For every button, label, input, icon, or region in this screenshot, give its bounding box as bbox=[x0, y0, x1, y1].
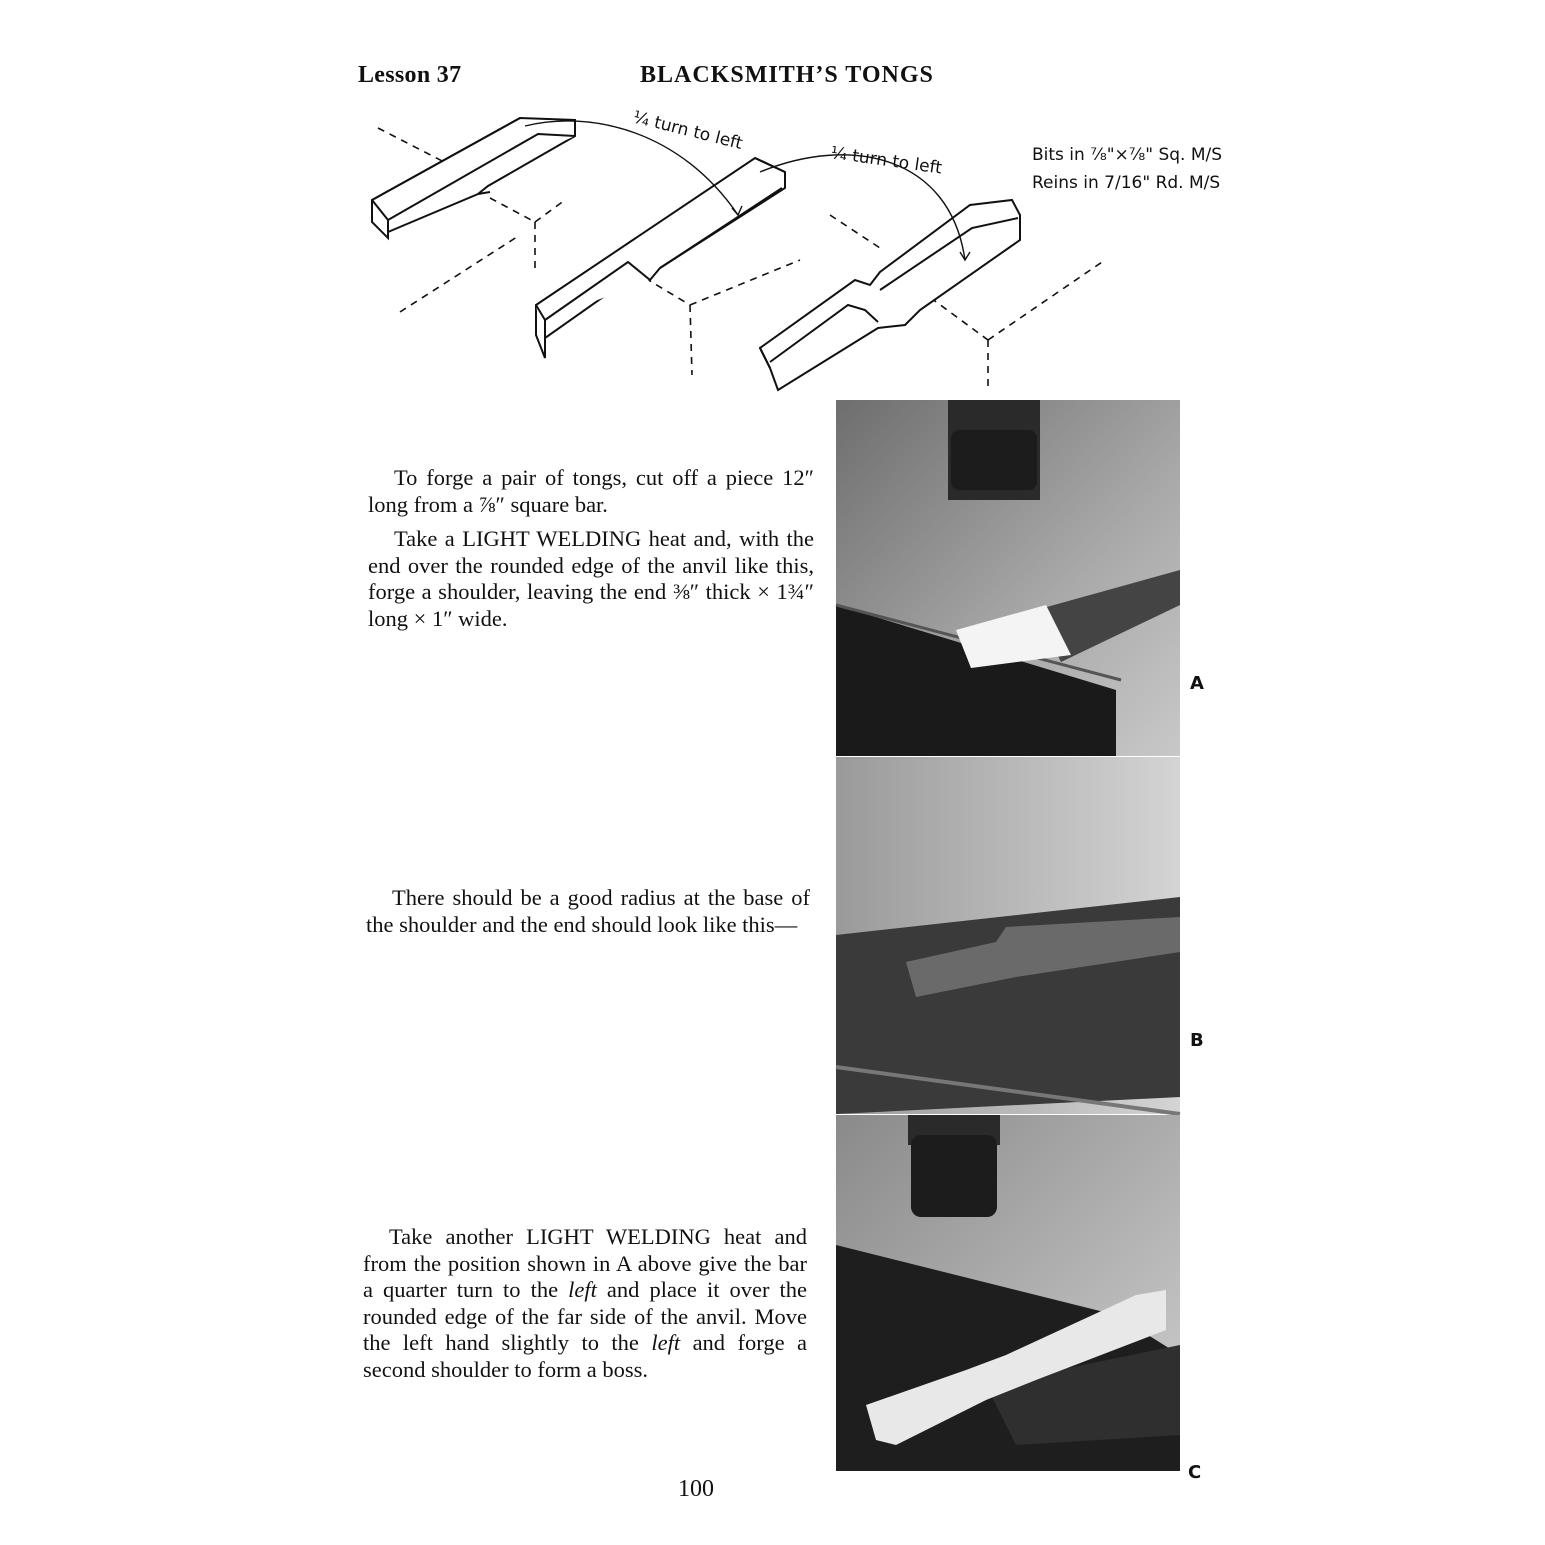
paragraph-first-shoulder: Take a LIGHT WELDING heat and, with the end over the rounded edge of the anvil like this, forge a shoulder, leaving the end ⅜″ thick × 1¾″ long × 1″ wide. bbox=[368, 526, 814, 631]
photo-label-a: A bbox=[1190, 673, 1204, 694]
paragraph-second-shoulder: Take another LIGHT WELDING heat and from the position shown in A above give the bar a quarter turn to the left and place it over the rounded edge of the far side of the anvil. Move the left hand slightly to the left and forge a second shoulder to form a boss. bbox=[363, 1224, 807, 1382]
forging-stages-diagram bbox=[360, 100, 1223, 400]
photo-label-c: C bbox=[1188, 1462, 1202, 1483]
photo-label-b: B bbox=[1190, 1030, 1204, 1051]
lesson-number: Lesson 37 bbox=[358, 62, 462, 88]
material-reins-note: Reins in 7/16" Rd. M/S bbox=[1032, 173, 1221, 193]
turn-label-2: ¼ turn to left bbox=[829, 143, 944, 179]
material-bits-note: Bits in ⅞"×⅞" Sq. M/S bbox=[1032, 145, 1223, 165]
photo-a bbox=[836, 400, 1180, 756]
paragraph-radius: There should be a good radius at the base of the shoulder and the end should look like this— bbox=[366, 885, 810, 937]
photo-b bbox=[836, 757, 1180, 1114]
photo-c bbox=[836, 1115, 1180, 1471]
page-title: BLACKSMITH’S TONGS bbox=[640, 62, 934, 88]
page-number: 100 bbox=[678, 1476, 714, 1502]
paragraph-cut-bar: To forge a pair of tongs, cut off a piece 12″ long from a ⅞″ square bar. bbox=[368, 465, 814, 517]
turn-label-1: ¼ turn to left bbox=[630, 107, 745, 154]
